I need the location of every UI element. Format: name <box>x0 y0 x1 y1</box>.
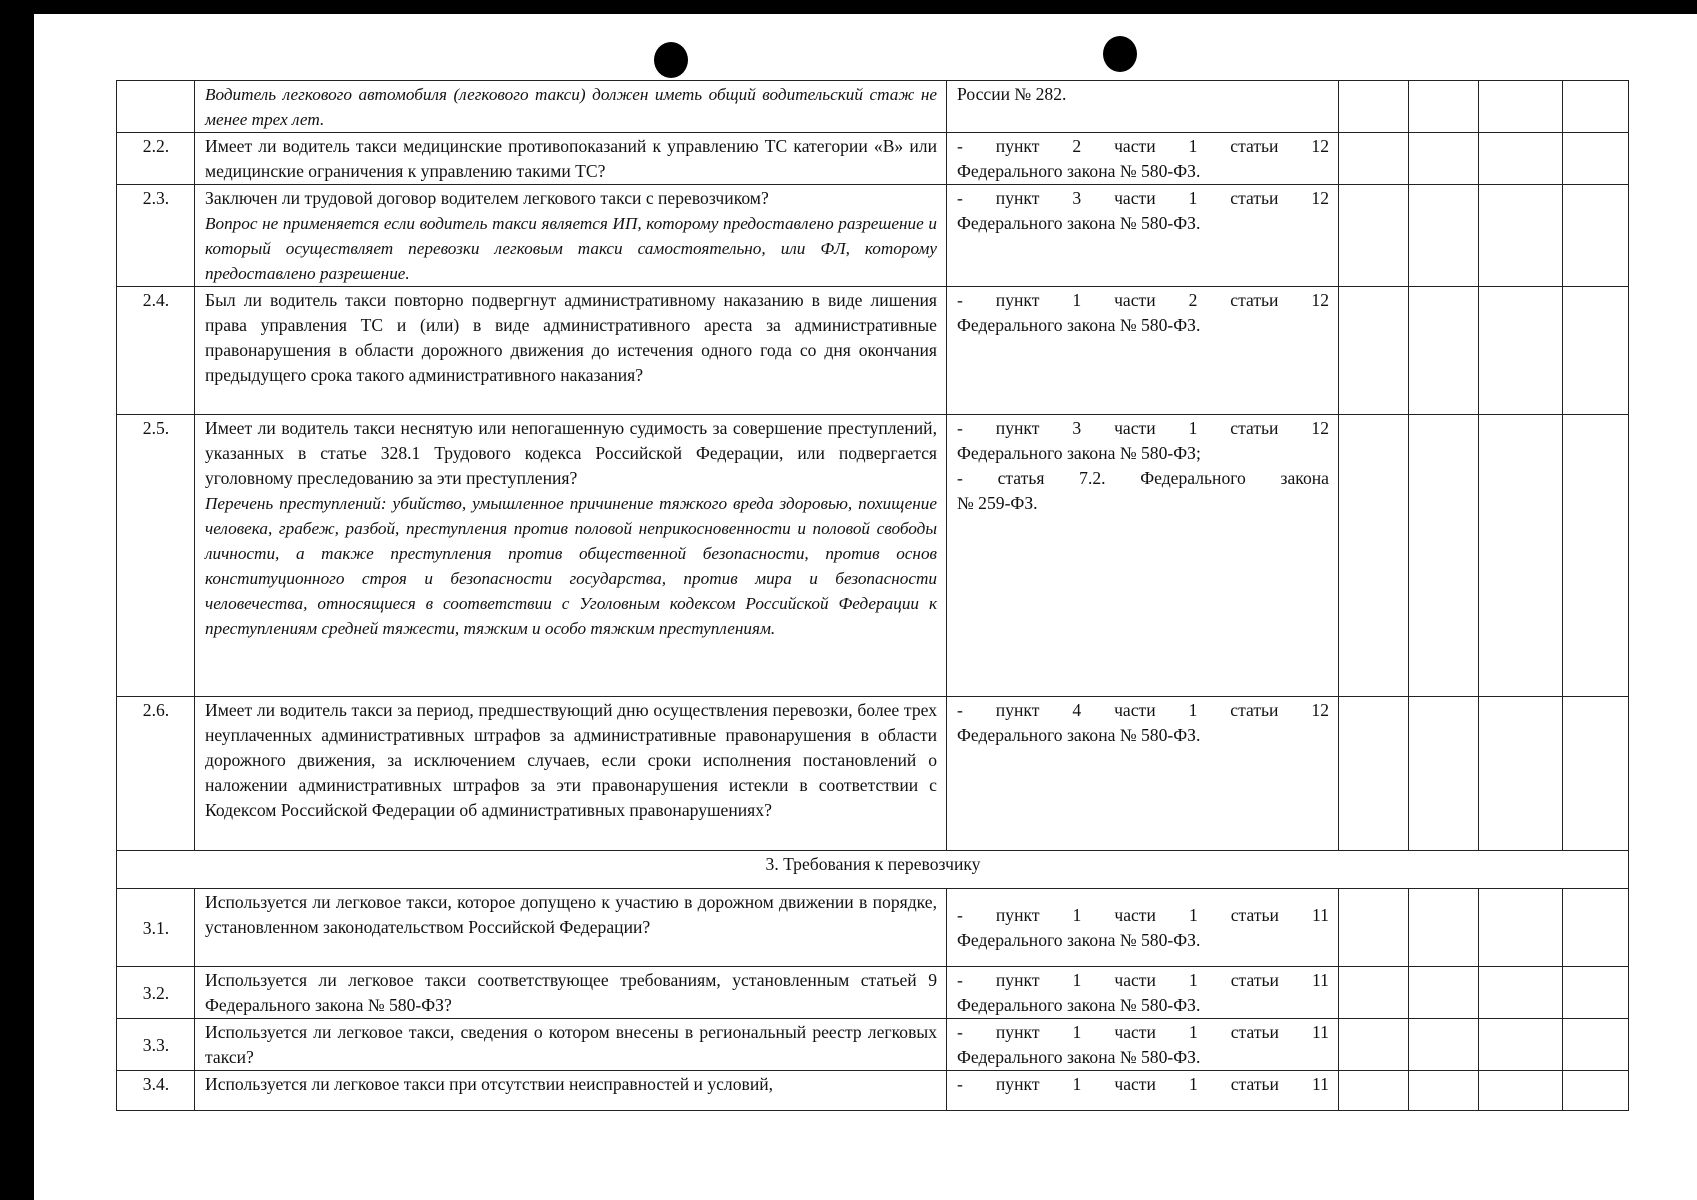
answer-cell-no[interactable] <box>1409 81 1479 133</box>
row-number: 3.2. <box>117 967 195 1019</box>
table-row <box>117 81 1629 133</box>
table-row <box>117 1071 1629 1111</box>
question-text: Имеет ли водитель такси неснятую или непогашенную судимость за совершение преступлений, указанных в статье 328.1 Трудового кодекса Российской Федерации, или подвергается уголовному преследованию за эти преступления? <box>205 418 937 488</box>
question-text: Имеет ли водитель такси медицинские противопоказаний к управлению ТС категории «В» или медицинские ограничения к управлению такими ТС? <box>195 133 947 185</box>
legal-reference: - пункт 2 части 1 статьи 12 Федерального закона № 580-ФЗ. <box>947 133 1339 185</box>
answer-cell-note[interactable] <box>1563 81 1629 133</box>
answer-cell-na[interactable] <box>1479 185 1563 287</box>
punch-hole-mark <box>1103 36 1137 72</box>
question-note: Вопрос не применяется если водитель такси является ИП, которому предоставлено разрешение и который осуществляет перевозки легковым такси самостоятельно, или ФЛ, которому предоставлено разрешение. <box>205 214 937 283</box>
answer-cell-no[interactable] <box>1409 697 1479 851</box>
table-row <box>117 697 1629 851</box>
question-text: Был ли водитель такси повторно подвергнут административному наказанию в виде лишения права управления ТС и (или) в виде административного ареста за административные правонарушения в области дорожного движения до истечения одного года со дня окончания предыдущего срока такого административного наказания? <box>195 287 947 415</box>
row-number: 2.5. <box>117 415 195 697</box>
legal-reference: - пункт 3 части 1 статьи 12 Федерального закона № 580-ФЗ. <box>947 185 1339 287</box>
legal-reference: - пункт 1 части 1 статьи 11 Федерального закона № 580-ФЗ. <box>947 889 1339 967</box>
legal-reference: России № 282. <box>947 81 1339 133</box>
answer-cell-note[interactable] <box>1563 697 1629 851</box>
answer-cell-no[interactable] <box>1409 133 1479 185</box>
table-row <box>117 287 1629 415</box>
answer-cell-na[interactable] <box>1479 697 1563 851</box>
table-row <box>117 1019 1629 1071</box>
answer-cell-note[interactable] <box>1563 1071 1629 1111</box>
answer-cell-yes[interactable] <box>1339 1019 1409 1071</box>
answer-cell-note[interactable] <box>1563 967 1629 1019</box>
answer-cell-na[interactable] <box>1479 889 1563 967</box>
row-number: 3.1. <box>117 889 195 967</box>
table-row <box>117 415 1629 697</box>
table-row <box>117 967 1629 1019</box>
answer-cell-no[interactable] <box>1409 185 1479 287</box>
answer-cell-note[interactable] <box>1563 287 1629 415</box>
answer-cell-no[interactable] <box>1409 287 1479 415</box>
legal-reference: - пункт 3 части 1 статьи 12 Федерального закона № 580-ФЗ; - статья 7.2. Федерального закона № 259-ФЗ. <box>947 415 1339 697</box>
table-row <box>117 185 1629 287</box>
question-note: Водитель легкового автомобиля (легкового такси) должен иметь общий водительский стаж не менее трех лет. <box>205 85 937 129</box>
answer-cell-no[interactable] <box>1409 1019 1479 1071</box>
answer-cell-yes[interactable] <box>1339 133 1409 185</box>
table-row <box>117 133 1629 185</box>
answer-cell-na[interactable] <box>1479 1071 1563 1111</box>
answer-cell-no[interactable] <box>1409 967 1479 1019</box>
question-note: Перечень преступлений: убийство, умышленное причинение тяжкого вреда здоровью, похищение человека, грабеж, разбой, преступления против половой неприкосновенности и половой свободы личности, а также преступления против общественной безопасности, против основ конституционного строя и безопасности государства, против мира и безопасности человечества, относящиеся в соответствии с Уголовным кодексом Российской Федерации к преступлениям средней тяжести, тяжким и особо тяжким преступлениям. <box>205 494 937 638</box>
answer-cell-yes[interactable] <box>1339 415 1409 697</box>
row-number: 2.3. <box>117 185 195 287</box>
row-number: 2.6. <box>117 697 195 851</box>
table-row <box>117 889 1629 967</box>
answer-cell-na[interactable] <box>1479 415 1563 697</box>
answer-cell-na[interactable] <box>1479 133 1563 185</box>
answer-cell-note[interactable] <box>1563 1019 1629 1071</box>
answer-cell-yes[interactable] <box>1339 287 1409 415</box>
row-number <box>117 81 195 133</box>
question-text: Имеет ли водитель такси за период, предшествующий дню осуществления перевозки, более трех неуплаченных административных штрафов за административные правонарушения в области дорожного движения, за исключением случаев, если сроки исполнения постановлений о наложении административных штрафов за эти правонарушения истекли в соответствии с Кодексом Российской Федерации об административных правонарушениях? <box>195 697 947 851</box>
answer-cell-note[interactable] <box>1563 185 1629 287</box>
answer-cell-note[interactable] <box>1563 415 1629 697</box>
legal-reference: - пункт 4 части 1 статьи 12 Федерального закона № 580-ФЗ. <box>947 697 1339 851</box>
answer-cell-yes[interactable] <box>1339 185 1409 287</box>
row-number: 2.2. <box>117 133 195 185</box>
answer-cell-na[interactable] <box>1479 1019 1563 1071</box>
answer-cell-na[interactable] <box>1479 81 1563 133</box>
scan-top-border <box>0 0 1697 14</box>
question-text: Используется ли легковое такси, которое допущено к участию в дорожном движении в порядке, установленном законодательством Российской Федерации? <box>195 889 947 967</box>
question-cell <box>195 185 947 287</box>
row-number: 3.4. <box>117 1071 195 1111</box>
answer-cell-note[interactable] <box>1563 133 1629 185</box>
section-title: 3. Требования к перевозчику <box>117 851 1629 889</box>
legal-reference: - пункт 1 части 1 статьи 11 <box>947 1071 1339 1111</box>
answer-cell-yes[interactable] <box>1339 1071 1409 1111</box>
answer-cell-yes[interactable] <box>1339 81 1409 133</box>
answer-cell-no[interactable] <box>1409 415 1479 697</box>
answer-cell-na[interactable] <box>1479 287 1563 415</box>
checklist-table <box>116 80 1629 1111</box>
legal-reference: - пункт 1 части 1 статьи 11 Федерального закона № 580-ФЗ. <box>947 1019 1339 1071</box>
question-text: Используется ли легковое такси при отсутствии неисправностей и условий, <box>195 1071 947 1111</box>
answer-cell-no[interactable] <box>1409 889 1479 967</box>
question-cell <box>195 81 947 133</box>
answer-cell-yes[interactable] <box>1339 967 1409 1019</box>
punch-hole-mark <box>654 42 688 78</box>
row-number: 2.4. <box>117 287 195 415</box>
question-cell <box>195 415 947 697</box>
row-number: 3.3. <box>117 1019 195 1071</box>
question-text: Используется ли легковое такси соответствующее требованиям, установленным статьей 9 Федерального закона № 580-ФЗ? <box>195 967 947 1019</box>
legal-reference: - пункт 1 части 1 статьи 11 Федерального закона № 580-ФЗ. <box>947 967 1339 1019</box>
answer-cell-yes[interactable] <box>1339 697 1409 851</box>
section-header-row <box>117 851 1629 889</box>
answer-cell-na[interactable] <box>1479 967 1563 1019</box>
answer-cell-yes[interactable] <box>1339 889 1409 967</box>
answer-cell-no[interactable] <box>1409 1071 1479 1111</box>
answer-cell-note[interactable] <box>1563 889 1629 967</box>
question-text: Заключен ли трудовой договор водителем легкового такси с перевозчиком? <box>205 188 769 208</box>
legal-reference: - пункт 1 части 2 статьи 12 Федерального закона № 580-ФЗ. <box>947 287 1339 415</box>
question-text: Используется ли легковое такси, сведения о котором внесены в региональный реестр легковых такси? <box>195 1019 947 1071</box>
